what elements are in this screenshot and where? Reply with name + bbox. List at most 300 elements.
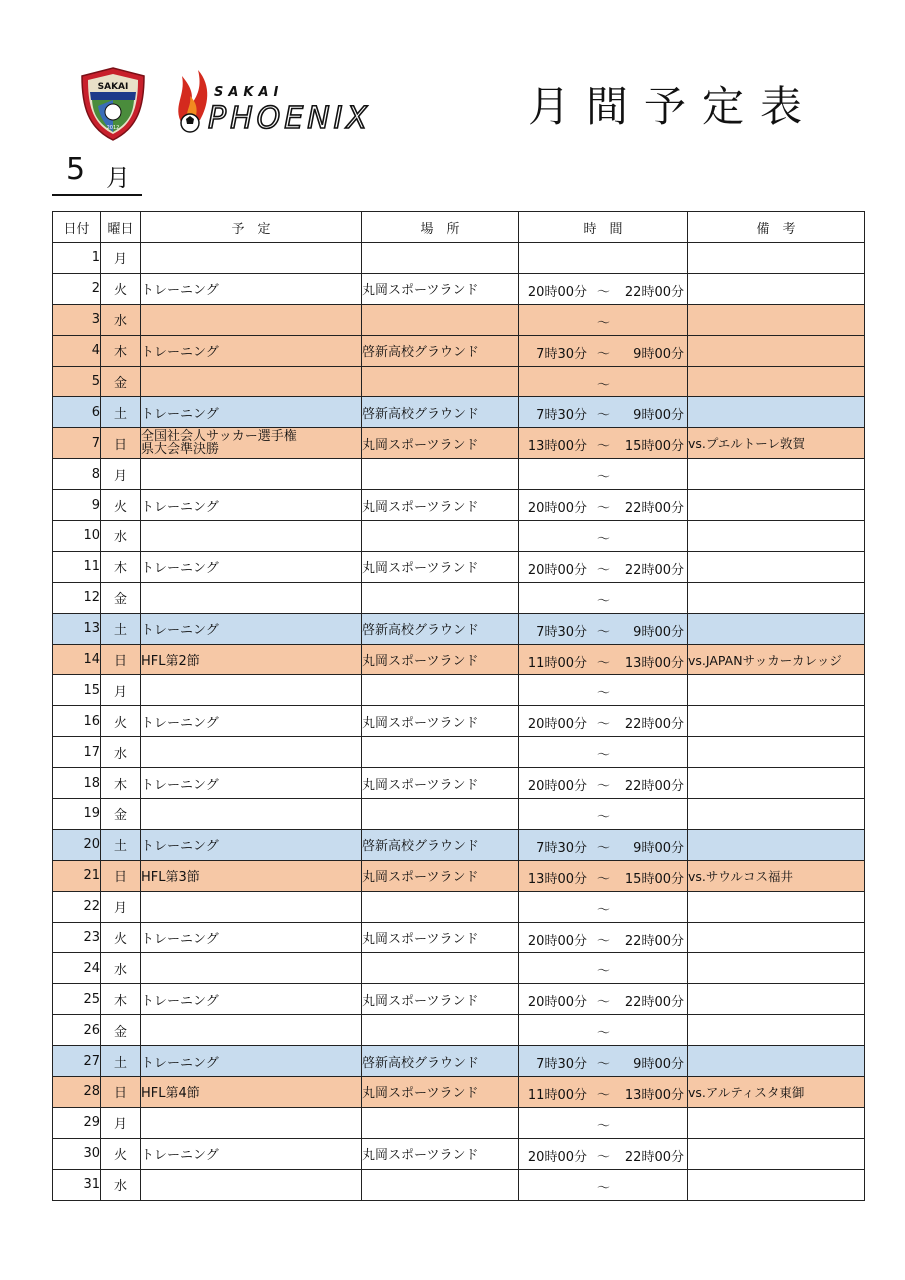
place-cell: 丸岡スポーツランド (362, 1077, 519, 1108)
notes-cell (688, 829, 865, 860)
time-start: 20時00分 (527, 501, 587, 517)
time-separator: ～ (597, 1026, 611, 1042)
weekday-cell: 水 (101, 953, 141, 984)
event-text: トレーニング (141, 345, 219, 361)
table-row (53, 829, 865, 860)
date-cell: 18 (53, 768, 101, 799)
time-start: 7時30分 (536, 346, 587, 362)
table-row (53, 1107, 865, 1138)
event-text: トレーニング (141, 777, 219, 793)
date-cell: 22 (53, 891, 101, 922)
time-start: 7時30分 (536, 408, 587, 424)
weekday-cell: 木 (101, 984, 141, 1015)
time-separator: ～ (597, 1088, 611, 1104)
weekday-cell: 火 (101, 706, 141, 737)
place-cell (362, 304, 519, 335)
time-end: 22時00分 (624, 779, 684, 795)
time-start: 7時30分 (536, 1057, 587, 1073)
time-separator: ～ (597, 1057, 611, 1073)
event-cell (141, 891, 362, 922)
time-separator: ～ (597, 1149, 611, 1165)
weekday-cell: 水 (101, 1169, 141, 1200)
weekday-cell: 日 (101, 860, 141, 891)
time-separator: ～ (597, 470, 611, 486)
event-cell (141, 397, 362, 428)
weekday-cell: 日 (101, 1077, 141, 1108)
time-start: 13時00分 (527, 871, 587, 887)
weekday-cell: 月 (101, 243, 141, 274)
time-end: 9時00分 (633, 346, 684, 362)
event-cell (141, 459, 362, 490)
weekday-cell: 木 (101, 335, 141, 366)
weekday-cell: 日 (101, 644, 141, 675)
table-row (53, 644, 865, 675)
notes-cell: vs.サウルコス福井 (688, 860, 865, 891)
place-cell: 丸岡スポーツランド (362, 984, 519, 1015)
notes-cell (688, 675, 865, 706)
weekday-cell: 月 (101, 1107, 141, 1138)
time-separator: ～ (597, 779, 611, 795)
place-cell: 丸岡スポーツランド (362, 706, 519, 737)
time-cell (519, 243, 688, 274)
time-start: 20時00分 (527, 995, 587, 1011)
date-cell: 9 (53, 490, 101, 521)
time-end: 15時00分 (624, 871, 684, 887)
svg-text:SAKAI: SAKAI (214, 85, 284, 100)
notes-cell (688, 335, 865, 366)
time-separator: ～ (597, 624, 611, 640)
time-separator: ～ (597, 1118, 611, 1134)
column-header-time: 時 間 (519, 212, 688, 243)
table-header-row (53, 212, 865, 243)
notes-cell (688, 1169, 865, 1200)
event-cell (141, 860, 362, 891)
notes-cell (688, 582, 865, 613)
time-separator: ～ (597, 501, 611, 517)
time-end: 22時00分 (624, 717, 684, 733)
event-text: トレーニング (141, 932, 219, 948)
event-text: トレーニング (141, 715, 219, 731)
time-cell (519, 1015, 688, 1046)
time-start: 20時00分 (527, 562, 587, 578)
time-start: 13時00分 (527, 439, 587, 455)
weekday-cell: 土 (101, 613, 141, 644)
place-cell: 丸岡スポーツランド (362, 551, 519, 582)
notes-cell (688, 613, 865, 644)
event-cell (141, 1107, 362, 1138)
event-cell (141, 428, 362, 459)
time-cell (519, 860, 688, 891)
table-row (53, 304, 865, 335)
date-cell: 12 (53, 582, 101, 613)
table-row (53, 582, 865, 613)
table-row (53, 551, 865, 582)
date-cell: 5 (53, 366, 101, 397)
event-text: トレーニング (141, 993, 219, 1009)
time-separator: ～ (597, 593, 611, 609)
place-cell (362, 521, 519, 552)
weekday-cell: 月 (101, 891, 141, 922)
date-cell: 29 (53, 1107, 101, 1138)
notes-cell: vs.アルティスタ東御 (688, 1077, 865, 1108)
event-cell (141, 706, 362, 737)
weekday-cell: 月 (101, 675, 141, 706)
date-cell: 24 (53, 953, 101, 984)
time-separator: ～ (597, 408, 611, 424)
notes-cell (688, 551, 865, 582)
event-text: HFL第3節 (141, 870, 200, 886)
weekday-cell: 水 (101, 304, 141, 335)
weekday-cell: 金 (101, 1015, 141, 1046)
column-header-event: 予 定 (141, 212, 362, 243)
time-end: 13時00分 (624, 1088, 684, 1104)
place-cell: 啓新高校グラウンド (362, 335, 519, 366)
event-text: トレーニング (141, 1055, 219, 1071)
date-cell: 17 (53, 737, 101, 768)
time-cell (519, 829, 688, 860)
place-cell (362, 953, 519, 984)
time-separator: ～ (597, 1180, 611, 1196)
time-start: 7時30分 (536, 840, 587, 856)
time-cell (519, 304, 688, 335)
event-text: トレーニング (141, 561, 219, 577)
date-cell: 21 (53, 860, 101, 891)
event-text: トレーニング (141, 1148, 219, 1164)
table-row (53, 428, 865, 459)
date-cell: 10 (53, 521, 101, 552)
event-cell (141, 1077, 362, 1108)
time-separator: ～ (597, 933, 611, 949)
date-cell: 31 (53, 1169, 101, 1200)
time-cell (519, 891, 688, 922)
time-cell (519, 768, 688, 799)
date-cell: 4 (53, 335, 101, 366)
place-cell: 丸岡スポーツランド (362, 768, 519, 799)
place-cell: 丸岡スポーツランド (362, 922, 519, 953)
time-separator: ～ (597, 871, 611, 887)
time-cell (519, 459, 688, 490)
time-end: 9時00分 (633, 624, 684, 640)
place-cell: 丸岡スポーツランド (362, 644, 519, 675)
date-cell: 15 (53, 675, 101, 706)
time-end: 22時00分 (624, 933, 684, 949)
weekday-cell: 土 (101, 397, 141, 428)
time-end: 9時00分 (633, 408, 684, 424)
notes-cell: vs.JAPANサッカーカレッジ (688, 644, 865, 675)
table-row (53, 1015, 865, 1046)
time-cell (519, 366, 688, 397)
date-cell: 28 (53, 1077, 101, 1108)
time-separator: ～ (597, 284, 611, 300)
page-title: 月間予定表 (528, 82, 819, 131)
time-separator: ～ (597, 562, 611, 578)
time-cell (519, 490, 688, 521)
event-cell (141, 366, 362, 397)
event-cell (141, 644, 362, 675)
table-row (53, 335, 865, 366)
event-text: トレーニング (141, 283, 219, 299)
event-cell (141, 273, 362, 304)
time-separator: ～ (597, 439, 611, 455)
event-cell (141, 613, 362, 644)
place-cell (362, 737, 519, 768)
month-number: 5 (66, 152, 86, 187)
table-row (53, 860, 865, 891)
time-cell (519, 1169, 688, 1200)
time-start: 20時00分 (527, 284, 587, 300)
svg-text:SAKAI: SAKAI (97, 82, 129, 92)
event-cell (141, 768, 362, 799)
event-cell (141, 490, 362, 521)
notes-cell (688, 922, 865, 953)
notes-cell (688, 1138, 865, 1169)
time-cell (519, 675, 688, 706)
date-cell: 13 (53, 613, 101, 644)
place-cell: 丸岡スポーツランド (362, 860, 519, 891)
event-cell (141, 953, 362, 984)
notes-cell (688, 459, 865, 490)
event-cell (141, 304, 362, 335)
notes-cell (688, 1015, 865, 1046)
time-separator: ～ (597, 346, 611, 362)
table-row (53, 768, 865, 799)
date-cell: 3 (53, 304, 101, 335)
column-header-place: 場 所 (362, 212, 519, 243)
place-cell: 啓新高校グラウンド (362, 397, 519, 428)
event-text: トレーニング (141, 623, 219, 639)
time-cell (519, 335, 688, 366)
event-cell (141, 984, 362, 1015)
time-separator: ～ (597, 840, 611, 856)
time-start: 20時00分 (527, 779, 587, 795)
notes-cell (688, 799, 865, 830)
notes-cell (688, 273, 865, 304)
table-row (53, 459, 865, 490)
table-row (53, 397, 865, 428)
notes-cell (688, 521, 865, 552)
date-cell: 23 (53, 922, 101, 953)
weekday-cell: 木 (101, 768, 141, 799)
place-cell (362, 366, 519, 397)
crest-shield-icon (78, 66, 148, 142)
event-cell (141, 551, 362, 582)
event-cell (141, 737, 362, 768)
weekday-cell: 金 (101, 582, 141, 613)
weekday-cell: 金 (101, 799, 141, 830)
column-header-date: 日付 (53, 212, 101, 243)
time-separator: ～ (597, 964, 611, 980)
place-cell: 啓新高校グラウンド (362, 1046, 519, 1077)
time-separator: ～ (597, 655, 611, 671)
time-separator: ～ (597, 995, 611, 1011)
event-text: トレーニング (141, 406, 219, 422)
time-end: 9時00分 (633, 1057, 684, 1073)
schedule-table (52, 211, 865, 1201)
event-text: HFL第4節 (141, 1086, 200, 1102)
notes-cell (688, 1046, 865, 1077)
date-cell: 20 (53, 829, 101, 860)
event-cell (141, 829, 362, 860)
time-end: 22時00分 (624, 284, 684, 300)
time-end: 22時00分 (624, 1149, 684, 1165)
time-cell (519, 644, 688, 675)
event-cell (141, 1015, 362, 1046)
time-cell (519, 551, 688, 582)
notes-cell (688, 366, 865, 397)
date-cell: 7 (53, 428, 101, 459)
date-cell: 11 (53, 551, 101, 582)
notes-cell (688, 891, 865, 922)
time-separator: ～ (597, 810, 611, 826)
event-cell (141, 335, 362, 366)
weekday-cell: 土 (101, 1046, 141, 1077)
event-cell (141, 799, 362, 830)
svg-text:PHOENIX: PHOENIX (208, 101, 372, 136)
time-cell (519, 1046, 688, 1077)
weekday-cell: 火 (101, 1138, 141, 1169)
table-row (53, 366, 865, 397)
place-cell: 丸岡スポーツランド (362, 273, 519, 304)
event-cell (141, 243, 362, 274)
time-cell (519, 706, 688, 737)
place-cell (362, 799, 519, 830)
svg-text:2012: 2012 (106, 125, 120, 131)
notes-cell (688, 1107, 865, 1138)
notes-cell (688, 397, 865, 428)
table-row (53, 953, 865, 984)
event-cell (141, 582, 362, 613)
date-cell: 6 (53, 397, 101, 428)
time-cell (519, 582, 688, 613)
event-text: HFL第2節 (141, 654, 200, 670)
table-row (53, 273, 865, 304)
month-unit: 月 (106, 164, 130, 192)
event-cell (141, 1138, 362, 1169)
phoenix-wordmark-logo (172, 66, 467, 138)
time-end: 13時00分 (624, 655, 684, 671)
table-row (53, 675, 865, 706)
time-separator: ～ (597, 377, 611, 393)
time-start: 7時30分 (536, 624, 587, 640)
schedule-body (53, 243, 865, 1201)
date-cell: 26 (53, 1015, 101, 1046)
table-row (53, 922, 865, 953)
time-cell (519, 953, 688, 984)
time-end: 22時00分 (624, 562, 684, 578)
weekday-cell: 水 (101, 521, 141, 552)
date-cell: 16 (53, 706, 101, 737)
event-cell (141, 675, 362, 706)
time-end: 15時00分 (624, 439, 684, 455)
time-cell (519, 613, 688, 644)
date-cell: 14 (53, 644, 101, 675)
table-row (53, 521, 865, 552)
time-cell (519, 1138, 688, 1169)
time-start: 20時00分 (527, 933, 587, 949)
place-cell: 丸岡スポーツランド (362, 428, 519, 459)
event-text: トレーニング (141, 499, 219, 515)
time-cell (519, 922, 688, 953)
time-cell (519, 428, 688, 459)
table-row (53, 737, 865, 768)
place-cell (362, 459, 519, 490)
time-start: 20時00分 (527, 717, 587, 733)
date-cell: 2 (53, 273, 101, 304)
table-row (53, 490, 865, 521)
time-cell (519, 273, 688, 304)
column-header-weekday: 曜日 (101, 212, 141, 243)
place-cell (362, 243, 519, 274)
table-row (53, 706, 865, 737)
place-cell: 啓新高校グラウンド (362, 829, 519, 860)
table-row (53, 243, 865, 274)
month-label (52, 150, 142, 196)
date-cell: 19 (53, 799, 101, 830)
column-header-notes: 備 考 (688, 212, 865, 243)
time-cell (519, 521, 688, 552)
time-end: 22時00分 (624, 501, 684, 517)
table-row (53, 1169, 865, 1200)
event-cell (141, 1169, 362, 1200)
time-separator: ～ (597, 532, 611, 548)
time-cell (519, 397, 688, 428)
time-start: 20時00分 (527, 1149, 587, 1165)
place-cell (362, 675, 519, 706)
time-cell (519, 799, 688, 830)
table-row (53, 1138, 865, 1169)
place-cell (362, 891, 519, 922)
place-cell (362, 1107, 519, 1138)
time-separator: ～ (597, 686, 611, 702)
table-row (53, 1077, 865, 1108)
notes-cell (688, 768, 865, 799)
place-cell: 丸岡スポーツランド (362, 490, 519, 521)
notes-cell (688, 243, 865, 274)
time-cell (519, 737, 688, 768)
time-cell (519, 984, 688, 1015)
date-cell: 30 (53, 1138, 101, 1169)
table-row (53, 891, 865, 922)
weekday-cell: 水 (101, 737, 141, 768)
place-cell: 啓新高校グラウンド (362, 613, 519, 644)
weekday-cell: 日 (101, 428, 141, 459)
table-row (53, 613, 865, 644)
time-cell (519, 1077, 688, 1108)
club-crest-logo (78, 66, 148, 142)
time-start: 11時00分 (527, 655, 587, 671)
place-cell: 丸岡スポーツランド (362, 1138, 519, 1169)
place-cell (362, 1169, 519, 1200)
time-cell (519, 1107, 688, 1138)
notes-cell (688, 984, 865, 1015)
date-cell: 1 (53, 243, 101, 274)
table-row (53, 1046, 865, 1077)
event-text: 全国社会人サッカー選手権 県大会準決勝 (141, 429, 297, 458)
event-text: トレーニング (141, 839, 219, 855)
weekday-cell: 火 (101, 490, 141, 521)
date-cell: 27 (53, 1046, 101, 1077)
notes-cell (688, 706, 865, 737)
place-cell (362, 582, 519, 613)
time-end: 22時00分 (624, 995, 684, 1011)
weekday-cell: 金 (101, 366, 141, 397)
date-cell: 8 (53, 459, 101, 490)
notes-cell (688, 737, 865, 768)
notes-cell (688, 304, 865, 335)
time-separator: ～ (597, 315, 611, 331)
time-start: 11時00分 (527, 1088, 587, 1104)
flame-ball-icon (172, 66, 467, 138)
